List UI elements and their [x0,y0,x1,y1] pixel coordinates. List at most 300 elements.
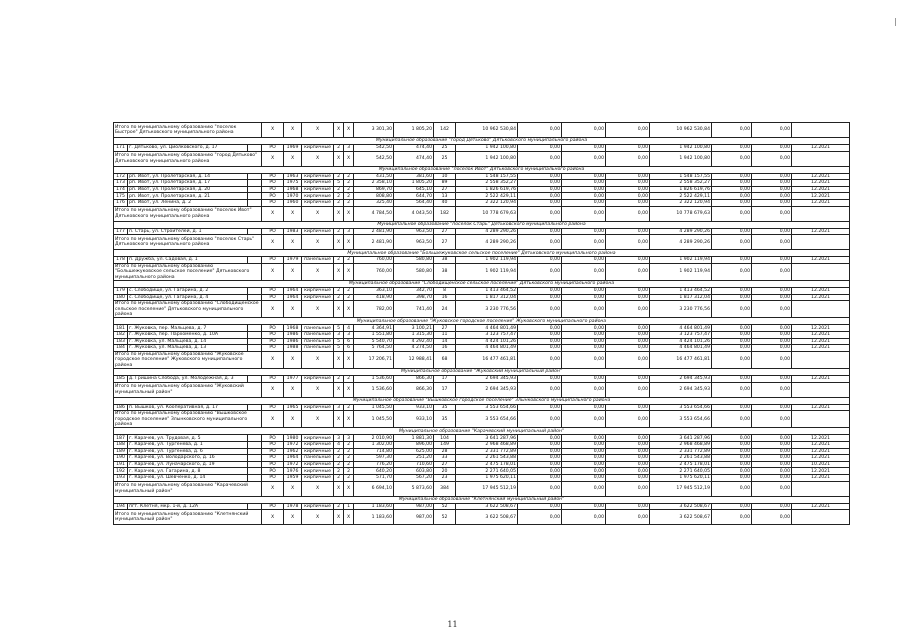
section-heading: Муниципальное образование "Жуковское городское поселение" Жуковского муниципального района [114,318,850,325]
fund-local-cell: 0,00 [606,455,650,462]
cost-cell: 2 261 543,88 [456,455,518,462]
section-heading-row [114,280,850,287]
address-cell: г. Карачев, ул. Луначарского, д. 19 [128,461,248,468]
fund-federal-cell: 0,00 [518,503,562,510]
subtotal-fund-extra: 0,00 [752,382,792,397]
subtotal-fund-owners: 3 230 776,56 [650,301,712,318]
subtotal-area: 2 481,90 [354,235,394,250]
ownership-cell: РО [262,294,284,301]
residents-cell: 25 [434,145,456,152]
table-row [114,338,850,345]
entrances-cell: 2 [344,461,354,468]
cost-cell: 4 464 801,49 [456,345,518,352]
wall-material-cell: кирпичные [302,503,334,510]
x-mark: X [284,351,302,368]
blank-cell [248,180,262,187]
fund-other-cell: 0,00 [712,294,752,301]
fund-owners-cell: 2 322 120,94 [650,199,712,206]
x-mark: X [334,206,344,221]
subtotal-fund-regional: 0,00 [562,206,606,221]
fund-other-cell: 0,00 [712,338,752,345]
wall-material-cell: кирпичные [302,180,334,187]
address-cell: г. Жуковка, ул. Мальцева, д. 14 [128,338,248,345]
table-row [114,474,850,481]
year-cell: 1968 [284,325,302,332]
cost-cell: 3 641 287,96 [456,435,518,442]
subtotal-fund-federal: 0,00 [518,263,562,280]
fund-owners-cell: 2 558 352,27 [650,180,712,187]
fund-regional-cell: 0,00 [562,193,606,200]
fund-extra-cell: 0,00 [752,257,792,264]
deadline-cell: 12.2021 [792,455,850,462]
fund-federal-cell: 0,00 [518,228,562,235]
year-cell: 1983 [284,228,302,235]
fund-federal-cell: 0,00 [518,474,562,481]
fund-regional-cell: 0,00 [562,345,606,352]
table-row [114,173,850,180]
blank-cell [248,448,262,455]
x-mark: X [302,301,334,318]
subtotal-fund-owners: 3 622 508,67 [650,510,712,525]
x-mark: X [334,411,344,428]
blank-cell [248,474,262,481]
section-heading: Муниципальное образование "поселок Ивот" Дятьковского муниципального района [114,166,850,173]
deadline-cell: 12.2021 [792,325,850,332]
fund-owners-cell: 3 622 508,67 [650,503,712,510]
fund-federal-cell: 0,00 [518,145,562,152]
blank-cell [248,461,262,468]
address-cell: г. Карачев, ул. Тургенева, д. 1 [128,441,248,448]
blank-cell [248,441,262,448]
cost-cell: 2 271 640,05 [456,468,518,475]
fund-extra-cell: 0,00 [752,461,792,468]
subtotal-fund-local: 0,00 [606,351,650,368]
x-mark: X [284,151,302,166]
residents-cell: 20 [434,468,456,475]
subtotal-area: 760,00 [354,263,394,280]
floors-cell: 3 [334,404,344,411]
subtotal-row [114,481,850,496]
entrances-cell: 2 [344,294,354,301]
fund-other-cell: 0,00 [712,325,752,332]
deadline-cell: 12.2021 [792,193,850,200]
residents-cell: 11 [434,331,456,338]
subtotal-living-area: 933,10 [394,411,434,428]
fund-owners-cell: 4 289 290,26 [650,228,712,235]
table-row [114,193,850,200]
subtotal-fund-federal: 0,00 [518,411,562,428]
section-heading: Муниципальное образование "поселок Старь" Дятьковского муниципального района [114,221,850,228]
table-row [114,186,850,193]
fund-owners-cell: 1 548 157,55 [650,173,712,180]
total-area-cell: 2 481,90 [354,228,394,235]
fund-extra-cell: 0,00 [752,173,792,180]
fund-other-cell: 0,00 [712,474,752,481]
fund-other-cell: 0,00 [712,345,752,352]
deadline-cell: 12.2021 [792,294,850,301]
year-cell: 1964 [284,294,302,301]
x-mark: X [284,510,302,525]
subtotal-fund-federal: 0,00 [518,123,562,138]
total-area-cell: 2 010,90 [354,435,394,442]
fund-federal-cell: 0,00 [518,338,562,345]
subtotal-deadline [792,263,850,280]
blank-cell [248,287,262,294]
subtotal-fund-other: 0,00 [712,510,752,525]
x-mark: X [262,206,284,221]
row-number: 171 [114,145,128,152]
total-area-cell: 418,90 [354,294,394,301]
fund-extra-cell: 0,00 [752,180,792,187]
total-area-cell: 597,30 [354,455,394,462]
subtotal-living-area: 580,80 [394,263,434,280]
fund-federal-cell: 0,00 [518,193,562,200]
register-table-container [113,122,849,525]
table-row [114,325,850,332]
row-number: 187 [114,435,128,442]
fund-extra-cell: 0,00 [752,474,792,481]
deadline-cell: 12.2021 [792,345,850,352]
row-number: 189 [114,448,128,455]
year-cell: 1975 [284,180,302,187]
table-row [114,468,850,475]
table-row [114,228,850,235]
cost-cell: 1 548 157,55 [456,173,518,180]
total-area-cell: 640,20 [354,468,394,475]
subtotal-fund-extra: 0,00 [752,510,792,525]
wall-material-cell: панельные [302,257,334,264]
blank-cell [248,257,262,264]
subtotal-label: Итого по муниципальному образованию "поселок Быстрое" Дятьковского муниципального района [114,123,262,138]
table-row [114,294,850,301]
table-row [114,257,850,264]
fund-local-cell: 0,00 [606,173,650,180]
subtotal-cost: 10 962 530,84 [456,123,518,138]
fund-federal-cell: 0,00 [518,287,562,294]
address-cell: пгт. Клетня, мкр. 1-й, д. 12А [128,503,248,510]
x-mark: X [344,263,354,280]
subtotal-fund-federal: 0,00 [518,351,562,368]
residents-cell: 8 [434,287,456,294]
wall-material-cell: кирпичные [302,145,334,152]
residents-cell: 52 [434,503,456,510]
subtotal-label: Итого по муниципальному образованию "Клетнянский муниципальный район" [114,510,262,525]
entrances-cell: 2 [344,404,354,411]
entrances-cell: 3 [344,435,354,442]
living-area-cell: 625,00 [394,448,434,455]
x-mark: X [262,235,284,250]
subtotal-fund-federal: 0,00 [518,151,562,166]
fund-owners-cell: 3 553 654,66 [650,404,712,411]
subtotal-fund-owners: 4 289 290,26 [650,235,712,250]
x-mark: X [302,206,334,221]
fund-regional-cell: 0,00 [562,145,606,152]
subtotal-area: 782,00 [354,301,394,318]
blank-cell [248,294,262,301]
fund-owners-cell: 1 826 619,76 [650,186,712,193]
address-cell: г. Жуковка, пер. Мальцева, д. 7 [128,325,248,332]
entrances-cell: 6 [344,338,354,345]
x-mark: X [284,235,302,250]
fund-other-cell: 0,00 [712,468,752,475]
residents-cell: 14 [434,338,456,345]
total-area-cell: 325,40 [354,199,394,206]
entrances-cell: 2 [344,455,354,462]
total-area-cell: 776,20 [354,461,394,468]
wall-material-cell: кирпичные [302,461,334,468]
total-area-cell: 1 302,00 [354,441,394,448]
fund-extra-cell: 0,00 [752,448,792,455]
row-number: 186 [114,404,128,411]
fund-federal-cell: 0,00 [518,468,562,475]
entrances-cell: 3 [344,228,354,235]
subtotal-label: Итого по муниципальному образованию "Слободищенское сельское поселение" Дятьковского муниципального района [114,301,262,318]
page-number: 11 [447,620,458,629]
wall-material-cell: кирпичные [302,186,334,193]
ownership-cell: РО [262,199,284,206]
wall-material-cell: кирпичные [302,294,334,301]
fund-local-cell: 0,00 [606,461,650,468]
x-mark: X [344,123,354,138]
blank-cell [248,325,262,332]
living-area-cell: 987,00 [394,503,434,510]
x-mark: X [334,301,344,318]
floors-cell: 3 [334,435,344,442]
subtotal-cost: 1 942 100,80 [456,151,518,166]
table-body [114,123,850,525]
x-mark: X [262,411,284,428]
address-cell: п. Старь, ул. Строителей, д. 1 [128,228,248,235]
deadline-cell: 12.2021 [792,257,850,264]
living-area-cell: 1 881,30 [394,435,434,442]
subtotal-fund-regional: 0,00 [562,510,606,525]
fund-federal-cell: 0,00 [518,331,562,338]
cost-cell: 1 413 464,52 [456,287,518,294]
x-mark: X [344,151,354,166]
fund-extra-cell: 0,00 [752,338,792,345]
fund-other-cell: 0,00 [712,448,752,455]
ownership-cell: РО [262,338,284,345]
fund-regional-cell: 0,00 [562,325,606,332]
fund-owners-cell: 2 968 468,89 [650,441,712,448]
total-area-cell: 714,80 [354,448,394,455]
living-area-cell: 1 805,20 [394,180,434,187]
fund-regional-cell: 0,00 [562,294,606,301]
fund-owners-cell: 3 123 757,47 [650,331,712,338]
subtotal-fund-owners: 10 962 530,84 [650,123,712,138]
living-area-cell: 564,40 [394,199,434,206]
row-number: 188 [114,441,128,448]
address-cell: г. Карачев, ул. Шевченко, д. 14 [128,474,248,481]
x-mark: X [262,351,284,368]
year-cell: 1988 [284,345,302,352]
subtotal-fund-regional: 0,00 [562,123,606,138]
fund-extra-cell: 0,00 [752,435,792,442]
subtotal-living-area: 1 805,20 [394,123,434,138]
table-row [114,180,850,187]
fund-other-cell: 0,00 [712,375,752,382]
ownership-cell: РО [262,180,284,187]
housing-register-table [113,122,850,525]
fund-local-cell: 0,00 [606,345,650,352]
subtotal-cost: 17 945 512,19 [456,481,518,496]
cost-cell: 3 553 654,66 [456,404,518,411]
row-number: 174 [114,186,128,193]
deadline-cell: 12.2021 [792,199,850,206]
section-heading: Муниципальное образование "Жуковский муниципальный район" [114,368,850,375]
fund-regional-cell: 0,00 [562,503,606,510]
row-number: 175 [114,193,128,200]
floors-cell: 2 [334,294,344,301]
subtotal-fund-extra: 0,00 [752,411,792,428]
row-number: 190 [114,455,128,462]
floors-cell: 4 [334,441,344,448]
address-cell: г. Жуковка, пер. Пархоменко, д. 10А [128,331,248,338]
fund-extra-cell: 0,00 [752,468,792,475]
fund-regional-cell: 0,00 [562,435,606,442]
subtotal-fund-owners: 16 477 461,81 [650,351,712,368]
blank-cell [248,338,262,345]
table-row [114,503,850,510]
residents-cell: 27 [434,325,456,332]
subtotal-row [114,382,850,397]
fund-regional-cell: 0,00 [562,257,606,264]
year-cell: 1986 [284,331,302,338]
section-heading-row [114,221,850,228]
x-mark: X [302,351,334,368]
x-mark: X [262,481,284,496]
residents-cell: 27 [434,186,456,193]
fund-regional-cell: 0,00 [562,468,606,475]
ownership-cell: РО [262,503,284,510]
floors-cell: 5 [334,180,344,187]
wall-material-cell: панельные [302,325,334,332]
address-cell: п. Дружба, ул. Садовая, д. 1 [128,257,248,264]
address-cell: п. Вышков, ул. Кооперативная, д. 17 [128,404,248,411]
floors-cell: 3 [334,331,344,338]
floors-cell: 2 [334,186,344,193]
x-mark: X [262,123,284,138]
fund-owners-cell: 2 261 543,88 [650,455,712,462]
subtotal-label: Итого по муниципальному образованию "город Дятьково" Дятьковского муниципального района [114,151,262,166]
cost-cell: 1 942 100,80 [456,145,518,152]
table-row [114,455,850,462]
section-heading-row [114,368,850,375]
subtotal-fund-federal: 0,00 [518,206,562,221]
subtotal-living-area: 5 873,60 [394,481,434,496]
row-number: 184 [114,345,128,352]
fund-local-cell: 0,00 [606,404,650,411]
row-number: 181 [114,325,128,332]
address-cell: д. Гришина Слобода, ул. Молодежная, д. 3 [128,375,248,382]
subtotal-fund-federal: 0,00 [518,382,562,397]
fund-owners-cell: 4 424 101,26 [650,338,712,345]
living-area-cell: 933,10 [394,404,434,411]
address-cell: г. Карачев, ул. Володарского, д. 16 [128,455,248,462]
floors-cell: 2 [334,375,344,382]
subtotal-fund-other: 0,00 [712,481,752,496]
fund-federal-cell: 0,00 [518,180,562,187]
subtotal-fund-local: 0,00 [606,263,650,280]
entrances-cell: 3 [344,145,354,152]
ownership-cell: РО [262,468,284,475]
fund-extra-cell: 0,00 [752,441,792,448]
fund-owners-cell: 1 975 620,11 [650,474,712,481]
fund-federal-cell: 0,00 [518,199,562,206]
ownership-cell: РО [262,193,284,200]
living-area-cell: 474,40 [394,145,434,152]
subtotal-fund-local: 0,00 [606,123,650,138]
deadline-cell: 12.2021 [792,331,850,338]
blank-cell [248,435,262,442]
subtotal-area: 1 536,60 [354,382,394,397]
fund-extra-cell: 0,00 [752,228,792,235]
fund-other-cell: 0,00 [712,404,752,411]
subtotal-residents: 27 [434,235,456,250]
fund-extra-cell: 0,00 [752,375,792,382]
ownership-cell: РО [262,186,284,193]
total-area-cell: 1 536,60 [354,375,394,382]
fund-regional-cell: 0,00 [562,441,606,448]
subtotal-row [114,351,850,368]
wall-material-cell: кирпичные [302,287,334,294]
x-mark: X [334,235,344,250]
ownership-cell: РО [262,441,284,448]
subtotal-fund-other: 0,00 [712,301,752,318]
wall-material-cell: панельные [302,338,334,345]
subtotal-deadline [792,411,850,428]
section-heading-row [114,250,850,257]
fund-regional-cell: 0,00 [562,228,606,235]
year-cell: 1986 [284,338,302,345]
living-area-cell: 710,60 [394,461,434,468]
residents-cell: 89 [434,180,456,187]
entrances-cell: 2 [344,375,354,382]
residents-cell: 27 [434,461,456,468]
subtotal-residents: 68 [434,351,456,368]
fund-other-cell: 0,00 [712,331,752,338]
blank-cell [248,193,262,200]
address-cell: рп. Ивот, ул. Пролетарская, д. 14 [128,173,248,180]
fund-federal-cell: 0,00 [518,404,562,411]
fund-other-cell: 0,00 [712,228,752,235]
entrances-cell: 4 [344,325,354,332]
fund-local-cell: 0,00 [606,199,650,206]
subtotal-fund-other: 0,00 [712,206,752,221]
row-number: 172 [114,173,128,180]
row-number: 182 [114,331,128,338]
fund-local-cell: 0,00 [606,331,650,338]
address-cell: рп. Ивот, ул. Ленина, д. 2 [128,199,248,206]
living-area-cell: 398,70 [394,294,434,301]
fund-extra-cell: 0,00 [752,186,792,193]
ownership-cell: РО [262,173,284,180]
section-heading-row [114,138,850,145]
address-cell: г. Карачев, ул. Трудовая, д. 5 [128,435,248,442]
subtotal-fund-extra: 0,00 [752,123,792,138]
year-cell: 1972 [284,461,302,468]
ownership-cell: РО [262,448,284,455]
total-area-cell: 542,50 [354,145,394,152]
subtotal-fund-other: 0,00 [712,123,752,138]
fund-local-cell: 0,00 [606,325,650,332]
cost-cell: 3 123 757,47 [456,331,518,338]
wall-material-cell: кирпичные [302,193,334,200]
wall-material-cell: кирпичные [302,375,334,382]
x-mark: X [262,263,284,280]
address-cell: г. Жуковка, ул. Мальцева, д. 13 [128,345,248,352]
row-number: 194 [114,503,128,510]
